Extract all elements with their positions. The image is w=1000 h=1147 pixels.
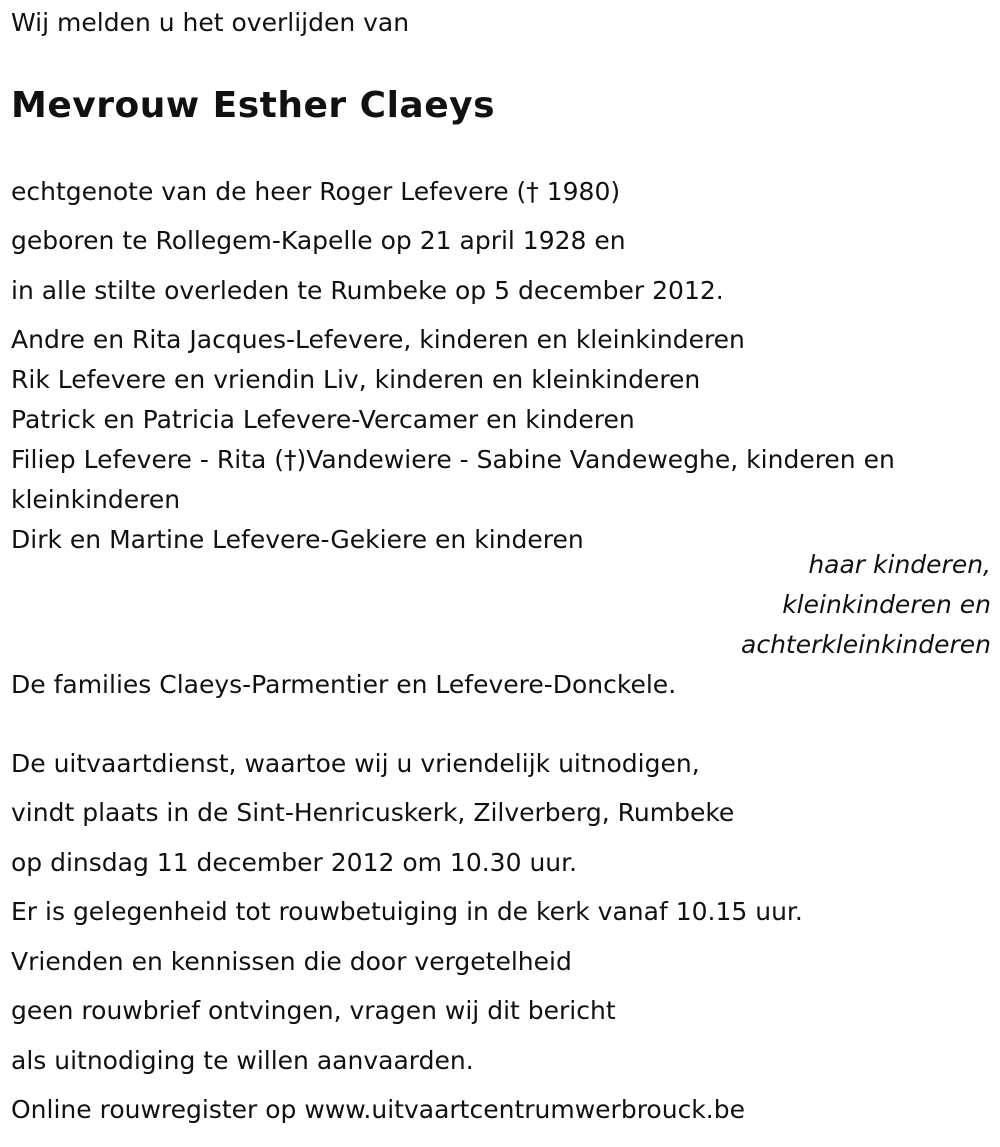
signature-line: kleinkinderen en — [782, 590, 991, 619]
service-line: als uitnodiging te willen aanvaarden. — [11, 1046, 474, 1075]
family-line: Dirk en Martine Lefevere-Gekiere en kinderen — [11, 525, 584, 554]
service-line: Er is gelegenheid tot rouwbetuiging in de kerk vanaf 10.15 uur. — [11, 897, 803, 926]
online-register-line: Online rouwregister op www.uitvaartcentrumwerbrouck.be — [11, 1095, 745, 1124]
family-line: Andre en Rita Jacques-Lefevere, kinderen en kleinkinderen — [11, 325, 745, 354]
signature-line: achterkleinkinderen — [741, 630, 991, 659]
detail-death: in alle stilte overleden te Rumbeke op 5 december 2012. — [11, 276, 724, 305]
family-line: kleinkinderen — [11, 485, 181, 514]
signature-line: haar kinderen, — [808, 550, 991, 579]
family-line: Rik Lefevere en vriendin Liv, kinderen en kleinkinderen — [11, 365, 701, 394]
family-line: Filiep Lefevere - Rita (†)Vandewiere - Sabine Vandeweghe, kinderen en — [11, 445, 895, 474]
service-line: op dinsdag 11 december 2012 om 10.30 uur. — [11, 848, 578, 877]
family-line: Patrick en Patricia Lefevere-Vercamer en kinderen — [11, 405, 635, 434]
intro-text: Wij melden u het overlijden van — [11, 8, 410, 37]
service-line: geen rouwbrief ontvingen, vragen wij dit bericht — [11, 996, 616, 1025]
deceased-name: Mevrouw Esther Claeys — [11, 85, 496, 126]
detail-birth: geboren te Rollegem-Kapelle op 21 april 1928 en — [11, 226, 626, 255]
families-text: De families Claeys-Parmentier en Lefevere-Donckele. — [11, 670, 677, 699]
service-line: De uitvaartdienst, waartoe wij u vriendelijk uitnodigen, — [11, 749, 700, 778]
service-line: vindt plaats in de Sint-Henricuskerk, Zilverberg, Rumbeke — [11, 798, 735, 827]
detail-spouse: echtgenote van de heer Roger Lefevere († 1980) — [11, 177, 621, 206]
service-line: Vrienden en kennissen die door vergetelheid — [11, 947, 572, 976]
